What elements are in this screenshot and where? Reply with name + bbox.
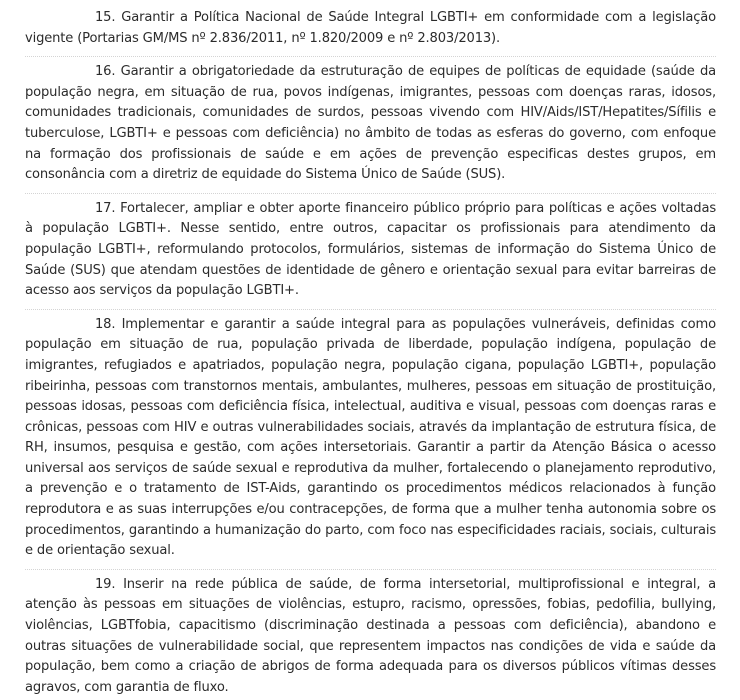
paragraph-item-18: 18. Implementar e garantir a saúde integral para as populações vulneráveis, definidas como população em situação de rua, população privada de liberdade, população indígena, população de imigrantes, refugiados e apatriados, população negra, população cigana, população LGBTI+, população ribeirinha, pessoas com transtornos mentais, ambulantes, mulheres, pessoas em situação de prostituição, pessoas idosas, pessoas com deficiência física, intelectual, auditiva e visual, pessoas com doenças raras e crônicas, pessoas com HIV e outras vulnerabilidades sociais, através da implantação de estrutura física, de RH, insumos, pesquisa e gestão, com ações intersetoriais. Garantir a partir da Atenção Básica o acesso universal aos serviços de saúde sexual e reprodutiva da mulher, fortalecendo o planejamento reprodutivo, a prevenção e o tratamento de IST-Aids, garantindo os procedimentos médicos relacionados à função reprodutora e as suas interrupções e/ou contracepções, de forma que a mulher tenha autonomia sobre os procedimentos, garantindo a humanização do parto, com foco nas especificidades raciais, sociais, culturais e de orientação sexual. xyxy=(25,316,716,559)
paragraph-divider xyxy=(25,569,716,570)
paragraph-item-15: 15. Garantir a Política Nacional de Saúde Integral LGBTI+ em conformidade com a legislação vigente (Portarias GM/MS nº 2.836/2011, nº 1.820/2009 e nº 2.803/2013). xyxy=(25,10,716,46)
paragraph-divider xyxy=(25,56,716,57)
paragraph-divider xyxy=(25,309,716,310)
paragraph-item-19: 19. Inserir na rede pública de saúde, de forma intersetorial, multiprofissional e integral, a atenção às pessoas em situações de violências, estupro, racismo, opressões, fobias, pedofilia, bullying, violências, LGBTfobia, capacitismo (discriminação destinada a pessoas com deficiência), abandono e outras situações de vulnerabilidade social, que representem impactos nas condições de vida e saúde da população, bem como a criação de abrigos de forma adequada para os diversos públicos vítimas desses agravos, com garantia de fluxo. xyxy=(25,576,716,695)
paragraph-item-16: 16. Garantir a obrigatoriedade da estruturação de equipes de políticas de equidade (saúde da população negra, em situação de rua, povos indígenas, imigrantes, pessoas com doenças raras, idosos, comunidades tradicionais, comunidades de surdos, pessoas vivendo com HIV/Aids/IST/Hepatites/Sífilis e tuberculose, LGBTI+ e pessoas com deficiência) no âmbito de todas as esferas do governo, com enfoque na formação dos profissionais de saúde e em ações de prevenção especificas destes grupos, em consonância com a diretriz de equidade do Sistema Único de Saúde (SUS). xyxy=(25,64,716,183)
paragraph-item-17: 17. Fortalecer, ampliar e obter aporte financeiro público próprio para políticas e ações voltadas à população LGBTI+. Nesse sentido, entre outros, capacitar os profissionais para atendimento da população LGBTI+, reformulando protocolos, formulários, sistemas de informação do Sistema Único de Saúde (SUS) que atendam questões de identidade de gênero e orientação sexual para evitar barreiras de acesso aos serviços da população LGBTI+. xyxy=(25,200,716,299)
paragraph-divider xyxy=(25,193,716,194)
